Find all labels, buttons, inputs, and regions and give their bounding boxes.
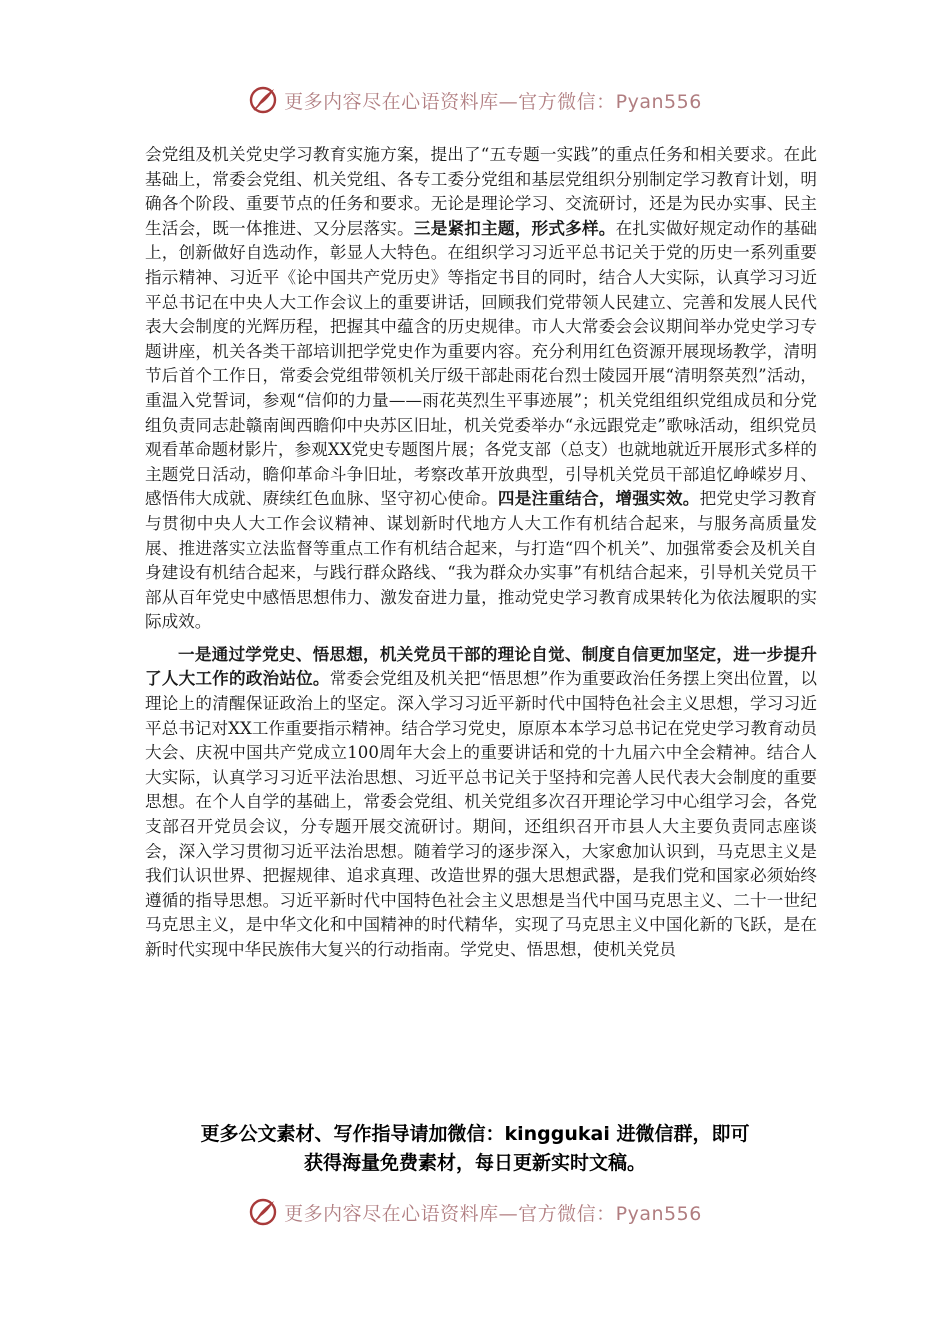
promo-line-1: 更多公文素材、写作指导请加微信：kinggukai 进微信群，即可	[200, 1123, 750, 1145]
bold-heading-text: 三是紧扣主题，形式多样。	[413, 218, 616, 238]
feather-logo-icon	[248, 85, 278, 115]
bold-heading-text: 四是注重结合，增强实效。	[497, 489, 700, 509]
header-wechat-id: Pyan556	[615, 90, 702, 113]
header-banner	[0, 80, 950, 120]
paragraph-text: 常委会党组及机关把“悟思想”作为重要政治任务摆上突出位置，以理论上的清醒保证政治上的坚定。深入学习习近平新时代中国特色社会主义思想，学习习近平总书记对XX工作重要指示精神。结合学习党史，原原本本学习总书记在党史学习教育动员大会、庆祝中国共产党成立100周年大会上的重要讲话和党的十九届六中全会精神。结合人大实际，认真学习习近平法治思想、习近平总书记关于坚持和完善人民代表大会制度的重要思想。在个人自学的基础上，常委会党组、机关党组多次召开理论学习中心组学习会，各党支部召开党员会议，分专题开展交流研讨。期间，还组织召开市县人大主要负责同志座谈会，深入学习贯彻习近平法治思想。随着学习的逐步深入，大家愈加认识到，马克思主义是我们认识世界、把握规律、追求真理、改造世界的强大思想武器，是我们党和国家必须始终遵循的指导思想。习近平新时代中国特色社会主义思想是当代中国马克思主义、二十一世纪马克思主义，是中华文化和中国精神的时代精华，实现了马克思主义中国化新的飞跃，是在新时代实现中华民族伟大复兴的行动指南。学党史、悟思想，使机关党员	[145, 669, 818, 959]
paragraph-text: 会党组及机关党史学习教育实施方案，提出了“五专题一实践”的重点任务和相关要求。在此基础上，常委会党组、机关党组、各专工委分党组和基层党组织分别制定学习教育计划，明确各个阶段、重要节点的任务和要求。无论是理论学习、交流研讨，还是为民办实事、民主生活会，既一体推进、又分层落实。	[145, 145, 817, 238]
body-paragraph-1	[145, 143, 817, 635]
footer-wechat-id: Pyan556	[615, 1202, 702, 1225]
header-banner-text	[284, 87, 702, 114]
feather-logo-icon	[248, 1197, 278, 1227]
paragraph-text: 把党史学习教育与贯彻中央人大工作会议精神、谋划新时代地方人大工作有机结合起来，与服务高质量发展、推进落实立法监督等重点工作有机结合起来，与打造“四个机关”、加强常委会及机关自身建设有机结合起来，与践行群众路线、“我为群众办实事”有机结合起来，引导机关党员干部从百年党史中感悟思想伟力、激发奋进力量，推动党史学习教育成果转化为依法履职的实际成效。	[145, 489, 818, 632]
header-banner-label: 更多内容尽在心语资料库—官方微信：	[284, 90, 616, 113]
promo-notice	[120, 1120, 830, 1178]
document-body	[145, 143, 817, 963]
promo-line-2: 获得海量免费素材，每日更新实时文稿。	[303, 1152, 646, 1174]
paragraph-text: 在扎实做好规定动作的基础上，创新做好自选动作，彰显人大特色。在组织学习习近平总书记关于党的历史一系列重要指示精神、习近平《论中国共产党历史》等指定书目的同时，结合人大实际，认真学习习近平总书记在中央人大工作会议上的重要讲话，回顾我们党带领人民建立、完善和发展人民代表大会制度的光辉历程，把握其中蕴含的历史规律。市人大常委会会议期间举办党史学习专题讲座，机关各类干部培训把学党史作为重要内容。充分利用红色资源开展现场教学，清明节后首个工作日，常委会党组带领机关厅级干部赴雨花台烈士陵园开展“清明祭英烈”活动，重温入党誓词，参观“信仰的力量——雨花英烈生平事迹展”；机关党组组织党组成员和分党组负责同志赴赣南闽西瞻仰中央苏区旧址，机关党委举办“永远跟党走”歌咏活动，组织党员观看革命题材影片，参观XX党史专题图片展；各党支部（总支）也就地就近开展形式多样的主题党日活动，瞻仰革命斗争旧址，考察改革开放典型，引导机关党员干部追忆峥嵘岁月、感悟伟大成就、赓续红色血脉、坚守初心使命。	[145, 218, 818, 509]
footer-banner	[0, 1192, 950, 1232]
body-paragraph-2	[145, 643, 817, 963]
bold-heading-text: 一是通过学党史、悟思想，机关党员干部的理论自觉、制度自信更加坚定，进一步提升了人大工作的政治站位。	[145, 644, 817, 689]
footer-banner-label: 更多内容尽在心语资料库—官方微信：	[284, 1202, 616, 1225]
footer-banner-text	[284, 1199, 702, 1226]
